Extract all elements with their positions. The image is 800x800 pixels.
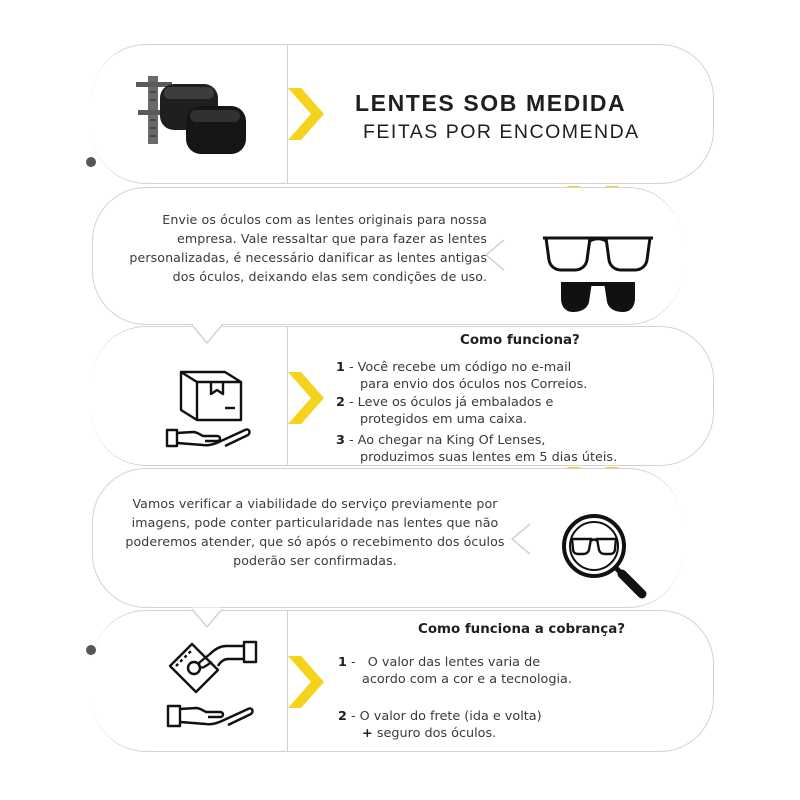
page-subtitle: FEITAS POR ENCOMENDA [363,121,640,143]
step-text-line1: Leve os óculos já embalados e [357,395,554,410]
page-title: LENTES SOB MEDIDA [355,90,627,116]
speech-tail [192,609,222,629]
step-number: 3 [336,433,345,448]
glasses-icon [543,232,653,314]
plus-sign: + [362,726,373,741]
chevron-right-icon [288,372,324,424]
how-step-1: 1 - Você recebe um código no e-mail para envio dos óculos nos Correios. [336,360,588,392]
how-step-3: 3 - Ao chegar na King Of Lenses, produzimos suas lentes em 5 dias úteis. [336,433,618,465]
step-number: 2 [338,709,347,724]
caliper-lenses-icon [128,70,258,160]
chevron-right-icon [288,88,324,140]
billing-step-2: 2 - O valor do frete (ida e volta) + seguro dos óculos. [338,709,542,741]
box-hand-icon [163,358,255,450]
timeline-dot [86,157,96,167]
step-text-line2: produzimos suas lentes em 5 dias úteis. [360,450,618,465]
send-text: Envie os óculos com as lentes originais para nossa empresa. Vale ressaltar que para fazer as lentes personalizadas, é necessário danificar as lentes antigas dos óculos, deixando elas sem condições de uso. [129,212,487,284]
how-step-2: 2 - Leve os óculos já embalados e protegidos em uma caixa. [336,395,554,427]
billing-heading: Como funciona a cobrança? [418,622,626,637]
how-it-works-heading: Como funciona? [460,333,580,348]
step-text-line2: protegidos em uma caixa. [360,412,527,427]
step-text-line1: O valor das lentes varia de [367,655,541,670]
timeline-dot [86,645,96,655]
step-text-line1: Ao chegar na King Of Lenses, [357,433,546,448]
step-text-line2: acordo com a cor e a tecnologia. [362,672,572,687]
step-number: 1 [338,655,347,670]
speech-tail [192,325,222,345]
magnifier-glasses-icon [560,512,652,604]
verify-text: Vamos verificar a viabilidade do serviço previamente por imagens, pode conter particularidade nas lentes que não poderemos atender, que só após o recebimento dos óculos poderão ser confirmadas. [125,496,505,568]
billing-step-1: 1 - O valor das lentes varia de acordo com a cor e a tecnologia. [338,655,572,687]
speech-tail [486,240,504,270]
money-hands-icon [164,636,260,732]
chevron-right-icon [288,656,324,708]
step-text-line2: seguro dos óculos. [376,726,497,741]
speech-tail [512,524,530,554]
step-number: 1 [336,360,345,375]
step-text-line1: Você recebe um código no e-mail [357,360,572,375]
step-text-line1: O valor do frete (ida e volta) [359,709,542,724]
step-number: 2 [336,395,345,410]
step-text-line2: para envio dos óculos nos Correios. [360,377,588,392]
